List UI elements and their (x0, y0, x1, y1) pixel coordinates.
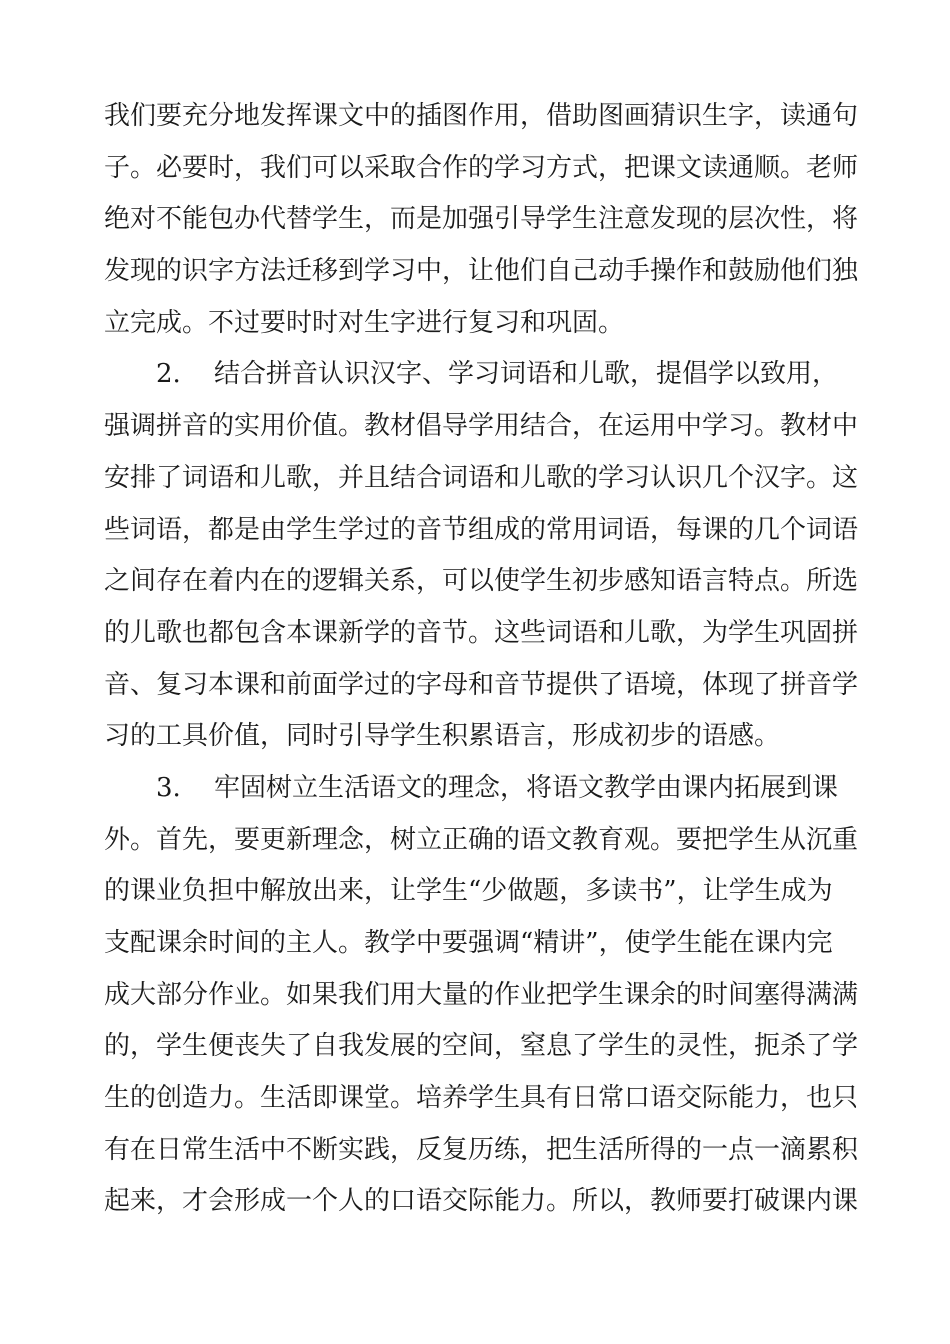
text-line: 有在日常生活中不断实践，反复历练，把生活所得的一点一滴累积 (104, 1134, 859, 1165)
text-line: 立完成。不过要时时对生字进行复习和巩固。 (104, 307, 625, 338)
paragraph-number: 3. (156, 772, 181, 803)
text-line: 子。必要时，我们可以采取合作的学习方式，把课文读通顺。老师 (104, 152, 859, 183)
text-line: 生的创造力。生活即课堂。培养学生具有日常口语交际能力，也只 (104, 1083, 859, 1114)
text-line: 我们要充分地发挥课文中的插图作用，借助图画猜识生字，读通句 (104, 101, 859, 131)
paragraph-2 (104, 353, 864, 767)
text-line: 发现的识字方法迁移到学习中，让他们自己动手操作和鼓励他们独 (104, 256, 859, 287)
text-line: 支配课余时间的主人。教学中要强调“精讲”，使学生能在课内完 (104, 928, 833, 958)
text-line: 的儿歌也都包含本课新学的音节。这些词语和儿歌，为学生巩固拼 (104, 617, 859, 648)
text-line: 强调拼音的实用价值。教材倡导学用结合，在运用中学习。教材中 (104, 411, 859, 442)
text-line: 音、复习本课和前面学过的字母和音节提供了语境，体现了拼音学 (104, 669, 859, 700)
text-line: 起来，才会形成一个人的口语交际能力。所以，教师要打破课内课 (104, 1186, 859, 1217)
paragraph-1 (104, 95, 864, 353)
paragraph-first-line (104, 767, 864, 819)
text-line: 安排了词语和儿歌，并且结合词语和儿歌的学习认识几个汉字。这 (104, 462, 859, 493)
text-line: 成大部分作业。如果我们用大量的作业把学生课余的时间塞得满满 (104, 979, 859, 1010)
text-line: 的课业负担中解放出来，让学生“少做题，多读书”，让学生成为 (104, 876, 833, 907)
text-line: 习的工具价值，同时引导学生积累语言，形成初步的语感。 (104, 721, 781, 752)
text-line: 绝对不能包办代替学生，而是加强引导学生注意发现的层次性，将 (104, 204, 859, 235)
text-line: 的，学生便丧失了自我发展的空间，窒息了学生的灵性，扼杀了学 (104, 1031, 859, 1062)
text-line: 些词语，都是由学生学过的音节组成的常用词语，每课的几个词语 (104, 514, 859, 545)
paragraph-first-line (104, 353, 864, 405)
paragraph-heading-text: 结合拼音认识汉字、学习词语和儿歌，提倡学以致用， (214, 359, 839, 390)
document-body (104, 95, 864, 1232)
text-line: 之间存在着内在的逻辑关系，可以使学生初步感知语言特点。所选 (104, 566, 859, 597)
paragraph-3 (104, 767, 864, 1232)
paragraph-number: 2. (156, 359, 181, 390)
text-line: 外。首先，要更新理念，树立正确的语文教育观。要把学生从沉重 (104, 824, 859, 855)
paragraph-heading-text: 牢固树立生活语文的理念，将语文教学由课内拓展到课 (214, 772, 839, 803)
